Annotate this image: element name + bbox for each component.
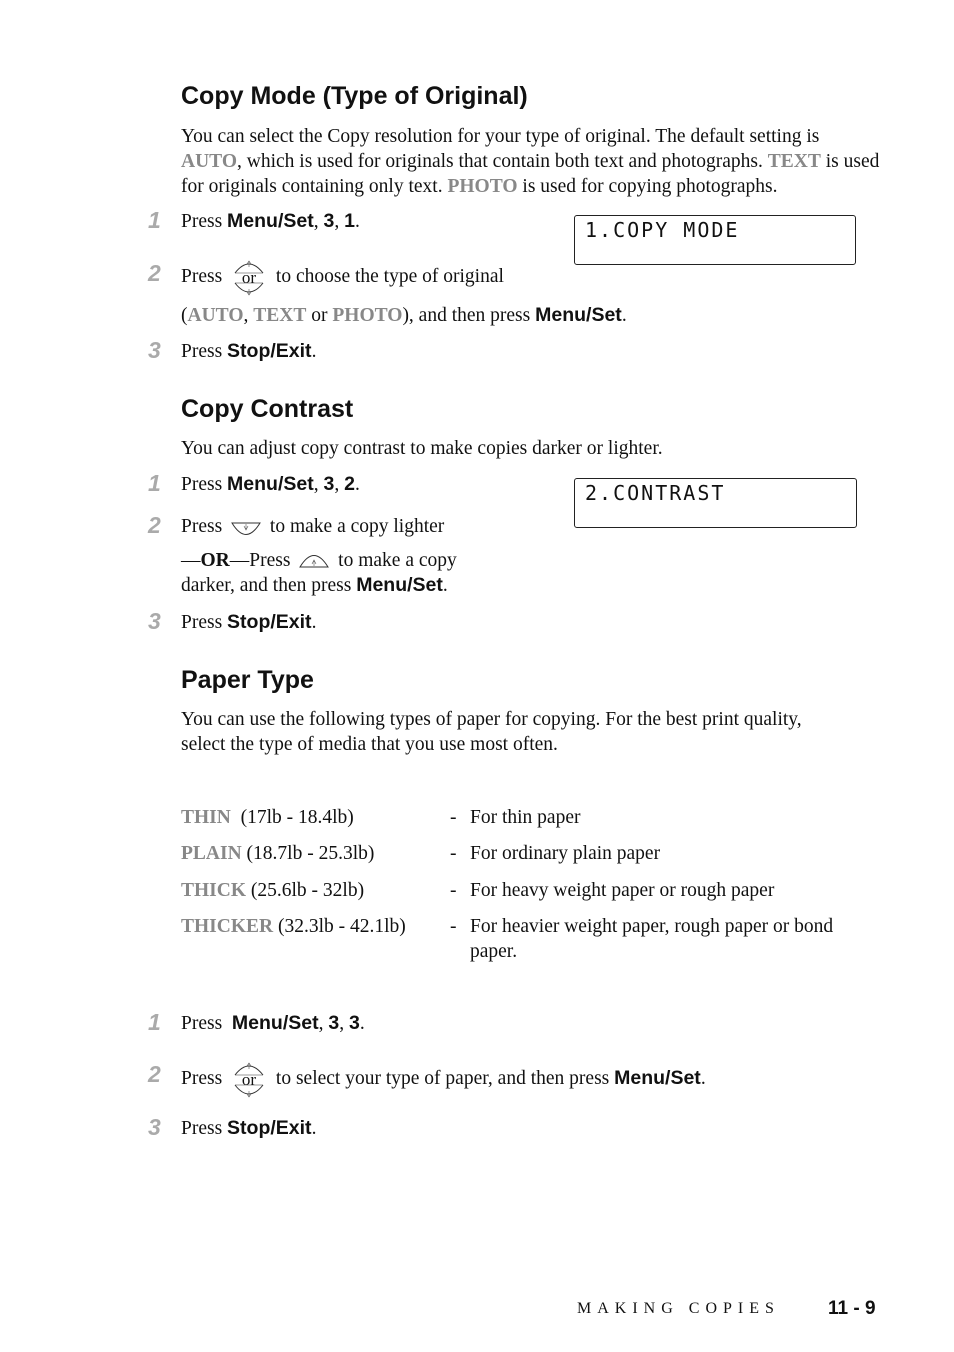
up-down-arrow-or-icon [231, 1055, 267, 1105]
step-number: 3 [148, 337, 161, 363]
page-number: 11 - 9 [828, 1298, 876, 1319]
copy-mode-intro: You can select the Copy resolution for your type of original. The default setting is AUTO, which is used for originals that contain both text and photographs. TEXT is used for originals containing only text. PHOTO is used for copying photographs. [181, 126, 880, 197]
lcd-copy-mode: 1.COPY MODE [574, 215, 856, 265]
step-number: 2 [148, 260, 161, 286]
paper-table-row: THICK (25.6lb - 32lb) [181, 880, 365, 901]
copy-contrast-intro: You can adjust copy contrast to make copies darker or lighter. [181, 438, 663, 459]
copy-contrast-step2-line3: darker, and then press Menu/Set. [181, 574, 448, 596]
copy-contrast-step1: Press Menu/Set, 3, 2. [181, 473, 360, 495]
copy-contrast-step2-line2: —OR—Press to make a copy [181, 550, 457, 571]
stop-exit-button-label: Stop/Exit [227, 340, 312, 362]
keyword-text: TEXT [767, 151, 821, 172]
paper-type-intro-line1: You can use the following types of paper for copying. For the best print quality, [181, 709, 802, 730]
up-arrow-icon [297, 552, 331, 572]
copy-mode-step2-line1: Press or to choose the type of original [181, 252, 504, 303]
keyword-auto: AUTO [181, 151, 237, 172]
section-title-copy-mode: Copy Mode (Type of Original) [181, 82, 528, 110]
up-down-arrow-or-icon [231, 253, 267, 303]
step-number: 1 [148, 470, 161, 496]
menu-set-button-label: Menu/Set [227, 210, 314, 232]
copy-mode-step2-line2: (AUTO, TEXT or PHOTO), and then press Menu/Set. [181, 304, 627, 326]
section-title-paper-type: Paper Type [181, 666, 314, 694]
section-title-copy-contrast: Copy Contrast [181, 395, 354, 423]
copy-contrast-step2-line1: Press to make a copy lighter [181, 516, 445, 537]
step-number: 1 [148, 207, 161, 233]
paper-table-row: THIN (17lb - 18.4lb) [181, 807, 354, 828]
paper-type-intro-line2: select the type of media that you use most often. [181, 734, 558, 755]
paper-table-row: THICKER (32.3lb - 42.1lb) [181, 916, 406, 937]
footer-chapter: MAKING COPIES [577, 1300, 780, 1317]
paper-table-row: PLAIN (18.7lb - 25.3lb) [181, 843, 375, 864]
step-number: 2 [148, 1061, 161, 1087]
keyword-photo: PHOTO [447, 176, 518, 197]
copy-mode-step1: Press Menu/Set, 3, 1. [181, 210, 360, 232]
svg-text:or: or [241, 1069, 257, 1089]
copy-contrast-step3: Press Stop/Exit. [181, 611, 317, 633]
step-number: 2 [148, 512, 161, 538]
copy-mode-step3: Press Stop/Exit. [181, 340, 317, 362]
step-number: 3 [148, 608, 161, 634]
step-number: 3 [148, 1114, 161, 1140]
lcd-contrast: 2.CONTRAST [574, 478, 857, 528]
step-number: 1 [148, 1009, 161, 1035]
paper-type-step3: Press Stop/Exit. [181, 1117, 317, 1139]
down-arrow-icon [229, 518, 263, 538]
paper-type-step2: Press or to select your type of paper, and then press Menu/Set. [181, 1053, 706, 1105]
paper-type-step1: Press Menu/Set, 3, 3. [181, 1012, 365, 1034]
svg-text:or: or [241, 267, 257, 287]
